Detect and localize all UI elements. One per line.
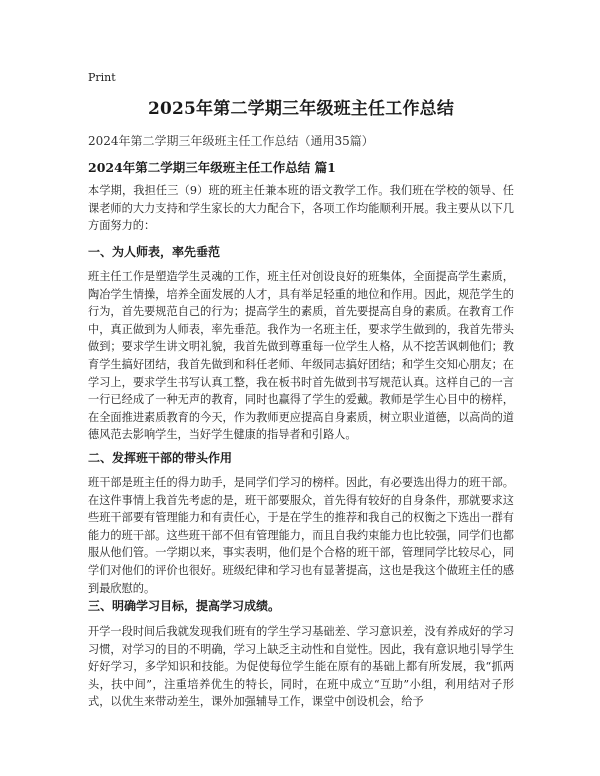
paragraph-class-leaders: 班干部是班主任的得力助手，是同学们学习的榜样。因此，有必要选出得力的班干部。在这件事情上我首先考虑的是，班干部要服众，首先得有较好的自身条件，那就要求这些班干部要有管理能力和有责任心，于是在学生的推荐和我自己的权衡之下选出一群有能力的班干部。这些班干部不但有管理能力，而且自我约束能力也比较强，同学们也都服从他们管。一学期以来，事实表明，他们是个合格的班干部，管理同学比较尽心，同学们对他们的评价也很好。班级纪律和学习也有显著提高，这也是我这个做班主任的感到最欣慰的。 [88,476,514,595]
document-subtitle: 2024年第二学期三年级班主任工作总结（通用35篇） [88,134,374,148]
heading-role-model: 一、为人师表，率先垂范 [88,245,221,259]
paragraph-role-model: 班主任工作是塑造学生灵魂的工作，班主任对创设良好的班集体，全面提高学生素质，陶冶学生情操，培养全面发展的人才，具有举足轻重的地位和作用。因此，规范学生的行为，首先要规范自己的行为；提高学生的素质，首先要提高自身的素质。在教育工作中，真正做到为人师表，率先垂范。我作为一名班主任，要求学生做到的，我首先带头做到；要求学生讲文明礼貌，我首先做到尊重每一位学生人格，从不挖苦讽刺他们；教育学生搞好团结，我首先做到和科任老师、年级同志搞好团结；和学生交知心朋友；在学习上，要求学生书写认真工整，我在板书时首先做到书写规范认真。这样自己的一言一行已经成了一种无声的教育，同时也赢得了学生的爱戴。教师是学生心目中的榜样，在全面推进素质教育的今天，作为教师更应提高自身素质，树立职业道德，以高尚的道德风范去影响学生，当好学生健康的指导者和引路人。 [88,270,514,442]
heading-learning-goals: 三、明确学习目标，提高学习成绩。 [88,599,281,613]
heading-class-leaders: 二、发挥班干部的带头作用 [88,451,233,465]
print-link[interactable]: Print [88,71,116,84]
intro-paragraph: 本学期，我担任三（9）班的班主任兼本班的语文教学工作。我们班在学校的领导、任课老师的大力支持和学生家长的大力配合下，各项工作均能顺利开展。我主要从以下几方面努力的： [88,184,514,233]
section-title: 2024年第二学期三年级班主任工作总结 篇1 [88,160,336,175]
page-title: 2025年第二学期三年级班主任工作总结 [147,99,455,119]
paragraph-learning-goals: 开学一段时间后我就发现我们班有的学生学习基础差、学习意识差，没有养成好的学习习惯，对学习的目的不明确，学习上缺乏主动性和自觉性。因此，我有意识地引导学生好好学习，多学知识和技能。为促使每位学生能在原有的基础上都有所发展，我“抓两头，扶中间”，注重培养优生的特长，同时，在班中成立“互助”小组，利用结对子形式，以优生来带动差生，课外加强辅导工作，课堂中创设机会，给予 [88,625,514,709]
